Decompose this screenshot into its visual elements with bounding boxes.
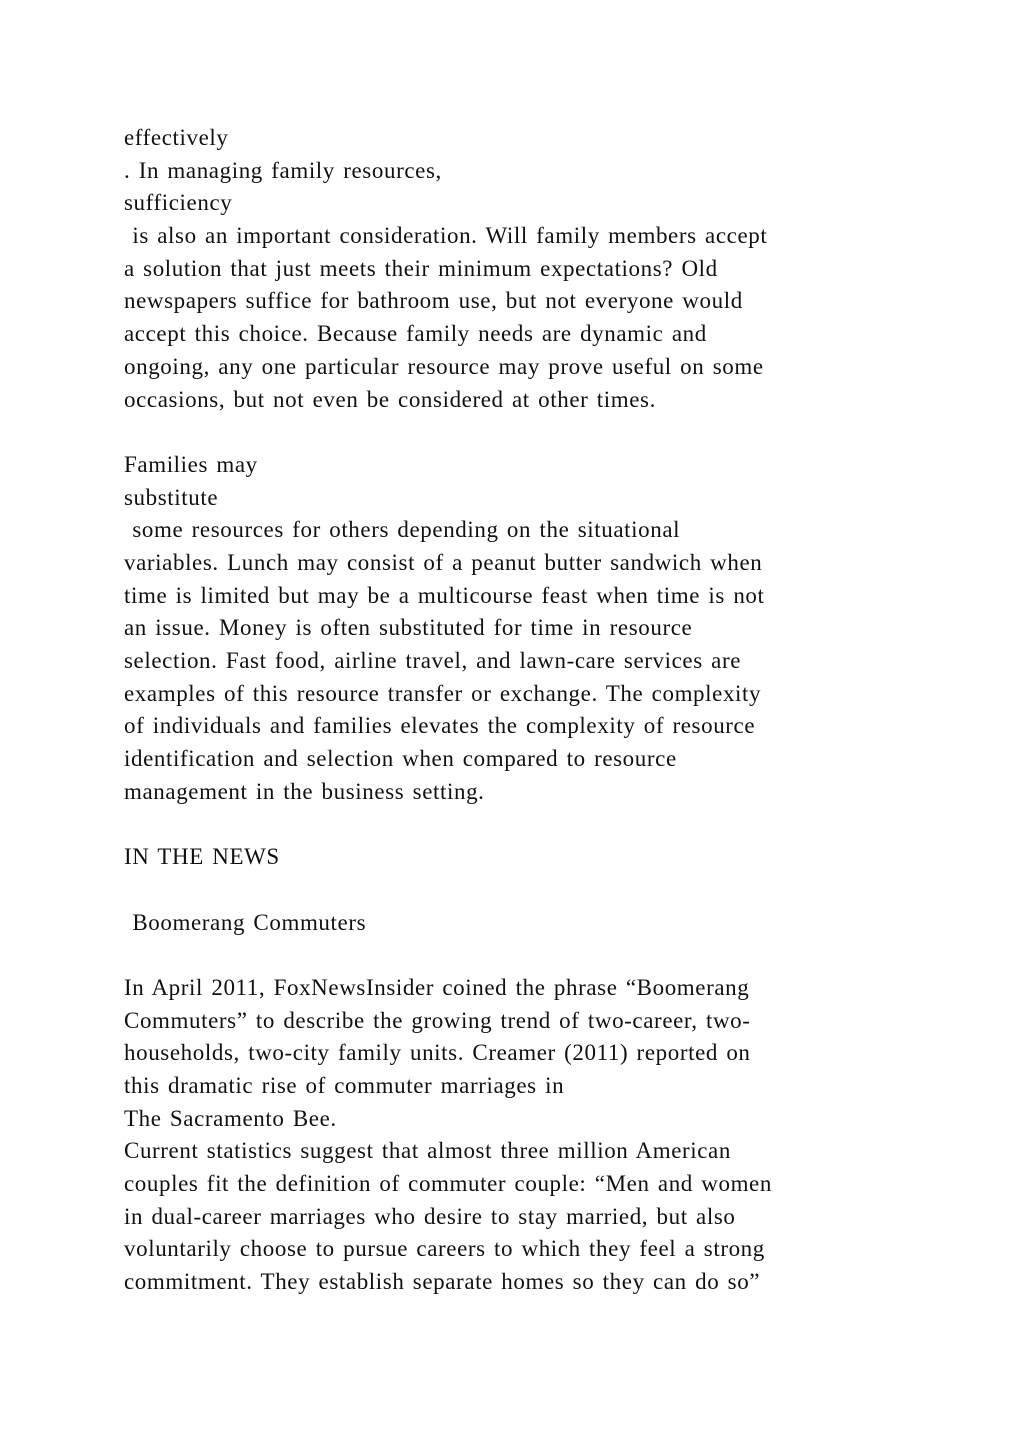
text-line: couples fit the definition of commuter couple: “Men and women	[124, 1171, 772, 1196]
text-line: time is limited but may be a multicourse feast when time is not	[124, 582, 765, 608]
blank-line	[124, 874, 924, 907]
blank-line	[124, 808, 924, 841]
text-line: Commuters” to describe the growing trend of two-career, two-	[124, 1007, 751, 1033]
text-line: commitment. They establish separate homes so they can do so”	[124, 1269, 761, 1295]
text-line: an issue. Money is often substituted for time in resource	[124, 615, 693, 641]
document-page	[124, 122, 924, 1299]
text-line: management in the business setting.	[124, 778, 485, 804]
text-line: effectively	[124, 125, 229, 150]
text-line: selection. Fast food, airline travel, and lawn-care services are	[124, 648, 742, 673]
text-line: in dual-career marriages who desire to stay married, but also	[124, 1203, 736, 1229]
text-line: of individuals and families elevates the complexity of resource	[124, 713, 756, 739]
text-line: identification and selection when compared to resource	[124, 746, 677, 772]
text-line: The Sacramento Bee.	[124, 1105, 337, 1131]
text-line: ongoing, any one particular resource may prove useful on some	[124, 353, 764, 379]
text-line: In April 2011, FoxNewsInsider coined the phrase “Boomerang	[124, 974, 750, 1000]
blank-line	[124, 416, 924, 449]
text-line: some resources for others depending on the situational	[124, 517, 681, 543]
text-line: substitute	[124, 484, 219, 510]
text-line: . In managing family resources,	[124, 157, 442, 183]
text-line: accept this choice. Because family needs are dynamic and	[124, 321, 707, 347]
text-line: occasions, but not even be considered at other times.	[124, 386, 656, 412]
text-line: households, two-city family units. Creamer (2011) reported on	[124, 1040, 751, 1066]
text-line: Current statistics suggest that almost three million American	[124, 1138, 731, 1164]
text-line: newspapers suffice for bathroom use, but not everyone would	[124, 288, 743, 314]
text-line: examples of this resource transfer or exchange. The complexity	[124, 680, 762, 706]
text-line: voluntarily choose to pursue careers to which they feel a strong	[124, 1236, 765, 1262]
article-title: Boomerang Commuters	[124, 909, 367, 935]
text-line: is also an important consideration. Will family members accept	[124, 223, 768, 249]
text-line: Families may	[124, 451, 258, 477]
text-line: this dramatic rise of commuter marriages in	[124, 1072, 565, 1098]
text-line: a solution that just meets their minimum expectations? Old	[124, 255, 718, 281]
section-heading: IN THE NEWS	[124, 844, 280, 870]
text-line: variables. Lunch may consist of a peanut butter sandwich when	[124, 549, 763, 575]
text-line: sufficiency	[124, 190, 233, 216]
blank-line	[124, 939, 924, 972]
